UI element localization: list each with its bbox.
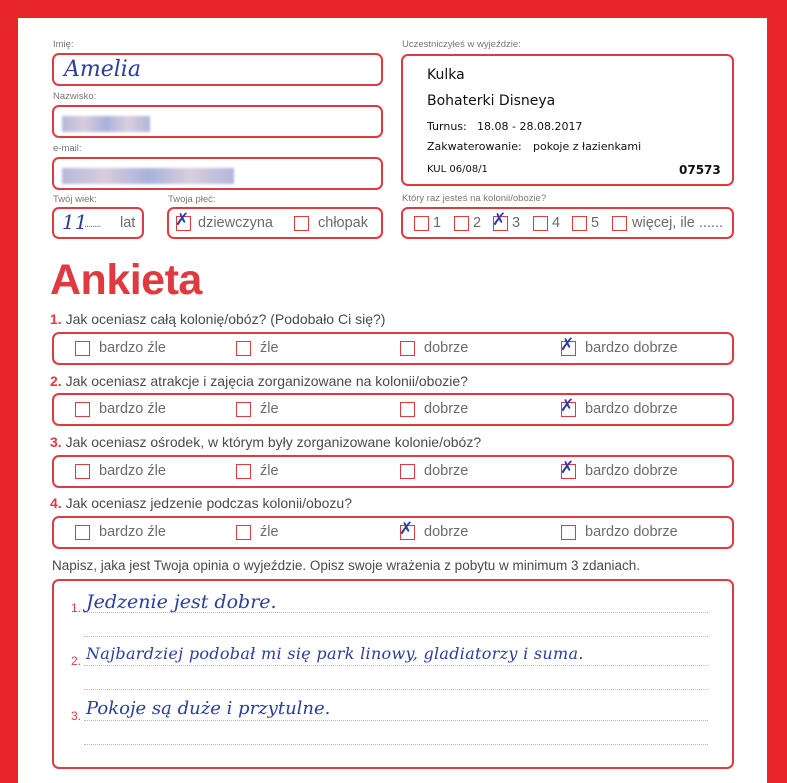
question-4 — [50, 495, 352, 511]
times-more-checkbox[interactable] — [612, 216, 627, 231]
age-value: 11 — [62, 210, 88, 234]
times-3-checkbox[interactable] — [492, 210, 508, 231]
check-mark-icon: ✗ — [560, 335, 575, 355]
q3-option-bad-checkbox[interactable] — [236, 464, 251, 479]
q4-option-very-bad-checkbox[interactable] — [75, 525, 90, 540]
redacted-email — [62, 168, 234, 184]
opinion-line-2-text: Najbardziej podobał mi się park linowy, gladiatorzy i suma. — [86, 644, 584, 663]
q1-option-good-checkbox[interactable] — [400, 341, 415, 356]
opinion-prompt: Napisz, jaka jest Twoja opinia o wyjeździe. Opisz swoje wrażenia z pobytu w minimum 3 zdaniach. — [52, 558, 641, 573]
age-field[interactable] — [52, 207, 144, 239]
writing-line — [84, 744, 708, 745]
survey-title: Ankieta — [50, 256, 202, 304]
surname-label: Nazwisko: — [53, 91, 97, 102]
q4-option-very-good-label: bardzo dobrze — [585, 524, 678, 540]
accommodation-value: pokoje z łazienkami — [533, 140, 642, 153]
name-value: Amelia — [64, 57, 141, 82]
q3-option-very-good-checkbox[interactable] — [560, 458, 576, 479]
q2-option-good-checkbox[interactable] — [400, 402, 415, 417]
q3-option-bad-label: źle — [260, 463, 279, 479]
surname-field[interactable] — [52, 105, 383, 138]
question-text: Jak oceniasz atrakcje i zajęcia zorganizowane na kolonii/obozie? — [65, 373, 468, 389]
question-1 — [50, 311, 385, 327]
question-3 — [50, 434, 481, 450]
q4-option-good-checkbox[interactable] — [399, 519, 415, 540]
times-3-label: 3 — [512, 215, 521, 231]
opinion-line-3-text: Pokoje są duże i przytulne. — [86, 698, 331, 719]
question-text: Jak oceniasz ośrodek, w którym były zorganizowane kolonie/obóz? — [65, 434, 482, 450]
opinion-line-1-number: 1. — [71, 601, 82, 615]
times-label: Który raz jesteś na kolonii/obozie? — [402, 193, 547, 204]
q3-option-good-label: dobrze — [424, 463, 469, 479]
age-dots: ........ — [84, 218, 101, 230]
writing-line — [84, 665, 708, 666]
q1-option-bad-checkbox[interactable] — [236, 341, 251, 356]
email-label: e-mail: — [53, 143, 82, 154]
trip-program: Bohaterki Disneya — [427, 93, 556, 109]
trip-number: 07573 — [679, 163, 721, 177]
q4-option-bad-checkbox[interactable] — [236, 525, 251, 540]
gender-boy-checkbox[interactable] — [294, 216, 309, 231]
opinion-line-2-number: 2. — [71, 654, 82, 668]
opinion-line-3-number: 3. — [71, 709, 82, 723]
question-number: 1. — [50, 311, 62, 327]
times-1-checkbox[interactable] — [414, 216, 429, 231]
check-mark-icon: ✗ — [399, 519, 414, 539]
question-number: 3. — [50, 434, 62, 450]
q1-option-good-label: dobrze — [424, 340, 469, 356]
gender-girl-label: dziewczyna — [198, 215, 273, 231]
survey-sheet — [18, 18, 767, 783]
q2-option-bad-checkbox[interactable] — [236, 402, 251, 417]
gender-label: Twoja płeć: — [168, 194, 216, 205]
age-unit: lat — [120, 215, 136, 231]
check-mark-icon: ✗ — [492, 210, 507, 230]
gender-girl-checkbox[interactable] — [175, 210, 191, 231]
q3-option-very-good-label: bardzo dobrze — [585, 463, 678, 479]
times-2-checkbox[interactable] — [454, 216, 469, 231]
writing-line — [84, 689, 708, 690]
gender-field — [167, 207, 383, 239]
q3-option-very-bad-checkbox[interactable] — [75, 464, 90, 479]
writing-line — [84, 612, 708, 613]
question-4-answers — [52, 516, 734, 549]
opinion-box[interactable] — [52, 579, 734, 769]
q2-option-very-bad-checkbox[interactable] — [75, 402, 90, 417]
q1-option-very-good-label: bardzo dobrze — [585, 340, 678, 356]
accommodation-label: Zakwaterowanie: — [427, 140, 522, 153]
email-field[interactable] — [52, 157, 383, 190]
q4-option-good-label: dobrze — [424, 524, 469, 540]
turnus-label: Turnus: — [427, 120, 467, 133]
question-2-answers — [52, 393, 734, 426]
redacted-surname — [62, 116, 150, 132]
times-field — [401, 207, 734, 239]
turnus-value: 18.08 - 28.08.2017 — [477, 120, 583, 133]
name-field[interactable] — [52, 53, 383, 86]
times-1-label: 1 — [433, 215, 442, 231]
times-4-checkbox[interactable] — [533, 216, 548, 231]
q4-option-bad-label: źle — [260, 524, 279, 540]
name-label: Imię: — [53, 39, 74, 50]
times-5-checkbox[interactable] — [572, 216, 587, 231]
q2-option-good-label: dobrze — [424, 401, 469, 417]
question-text: Jak oceniasz jedzenie podczas kolonii/obozu? — [65, 495, 352, 511]
question-3-answers — [52, 455, 734, 488]
times-more-label: więcej, ile ...... — [632, 215, 724, 231]
times-4-label: 4 — [552, 215, 561, 231]
age-label: Twój wiek: — [53, 194, 97, 205]
times-2-label: 2 — [473, 215, 482, 231]
q4-option-very-bad-label: bardzo źle — [99, 524, 166, 540]
q2-option-very-bad-label: bardzo źle — [99, 401, 166, 417]
q1-option-bad-label: źle — [260, 340, 279, 356]
opinion-line-1-text: Jedzenie jest dobre. — [86, 591, 277, 613]
q2-option-very-good-checkbox[interactable] — [560, 396, 576, 417]
q2-option-bad-label: źle — [260, 401, 279, 417]
q2-option-very-good-label: bardzo dobrze — [585, 401, 678, 417]
trip-info-box — [401, 54, 734, 186]
question-1-answers — [52, 332, 734, 365]
q3-option-good-checkbox[interactable] — [400, 464, 415, 479]
writing-line — [84, 720, 708, 721]
q1-option-very-good-checkbox[interactable] — [560, 335, 576, 356]
times-5-label: 5 — [591, 215, 600, 231]
question-text: Jak oceniasz całą kolonię/obóz? (Podobało Ci się?) — [65, 311, 386, 327]
q1-option-very-bad-label: bardzo źle — [99, 340, 166, 356]
writing-line — [84, 636, 708, 637]
check-mark-icon: ✗ — [560, 458, 575, 478]
question-number: 4. — [50, 495, 62, 511]
q1-option-very-bad-checkbox[interactable] — [75, 341, 90, 356]
trip-name: Kulka — [427, 67, 465, 83]
q4-option-very-good-checkbox[interactable] — [561, 525, 576, 540]
trip-label: Uczestniczyłeś w wyjeździe: — [402, 39, 521, 50]
question-2 — [50, 373, 468, 389]
trip-code: KUL 06/08/1 — [427, 164, 488, 175]
q3-option-very-bad-label: bardzo źle — [99, 463, 166, 479]
check-mark-icon: ✗ — [175, 210, 190, 230]
check-mark-icon: ✗ — [560, 396, 575, 416]
question-number: 2. — [50, 373, 62, 389]
gender-boy-label: chłopak — [318, 215, 368, 231]
